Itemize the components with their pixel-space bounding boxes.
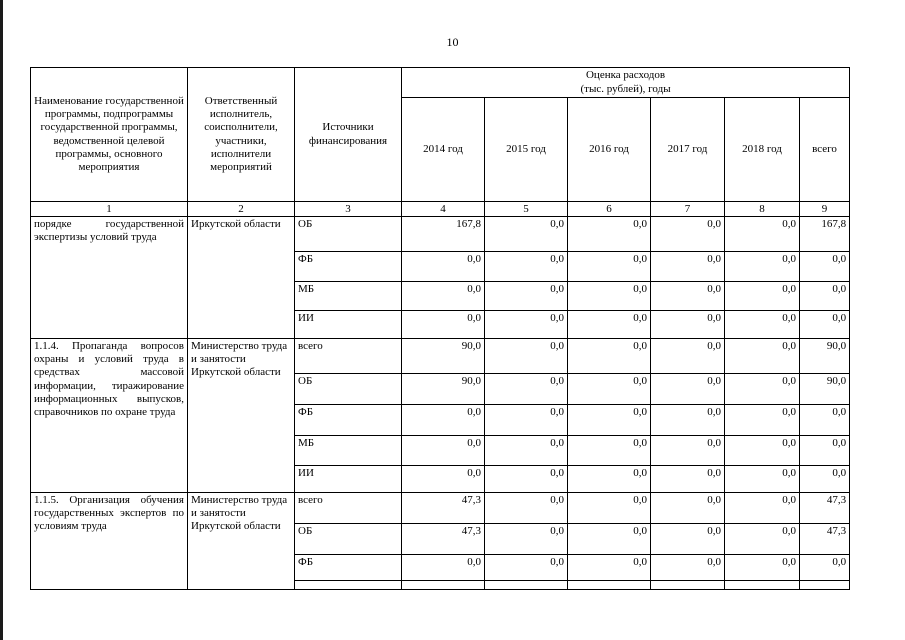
value-cell: 167,8 xyxy=(402,217,485,252)
spacer-cell xyxy=(485,581,568,590)
activity-name: 1.1.4. Пропаганда вопросов охраны и условий труда в средствах массовой информации, тиражирование информационных выпусков, справочников по охране труда xyxy=(31,339,188,493)
value-cell: 0,0 xyxy=(725,524,800,555)
value-cell: 0,0 xyxy=(568,252,651,282)
header-estimate xyxy=(402,68,850,98)
activity-name: 1.1.5. Организация обучения государственных экспертов по условиям труда xyxy=(31,493,188,590)
value-cell: 0,0 xyxy=(651,524,725,555)
column-number-row xyxy=(31,202,850,217)
value-cell: 47,3 xyxy=(800,493,850,524)
column-number: 2 xyxy=(188,202,295,217)
value-cell: 0,0 xyxy=(725,252,800,282)
value-cell: 47,3 xyxy=(800,524,850,555)
value-cell: 0,0 xyxy=(800,311,850,339)
value-cell: 0,0 xyxy=(725,466,800,493)
value-cell: 0,0 xyxy=(568,524,651,555)
spacer-cell xyxy=(800,581,850,590)
value-cell: 0,0 xyxy=(402,282,485,311)
value-cell: 90,0 xyxy=(800,339,850,374)
value-cell: 90,0 xyxy=(402,374,485,405)
value-cell: 0,0 xyxy=(485,436,568,466)
activity-executor: Иркутской области xyxy=(188,217,295,339)
value-cell: 0,0 xyxy=(485,405,568,436)
funding-source: всего xyxy=(295,493,402,524)
value-cell: 47,3 xyxy=(402,524,485,555)
value-cell: 0,0 xyxy=(485,339,568,374)
value-cell: 0,0 xyxy=(725,555,800,581)
column-number: 4 xyxy=(402,202,485,217)
value-cell: 0,0 xyxy=(800,252,850,282)
value-cell: 0,0 xyxy=(485,217,568,252)
value-cell: 0,0 xyxy=(800,405,850,436)
value-cell: 0,0 xyxy=(651,493,725,524)
scan-edge-bar xyxy=(0,0,3,640)
value-cell: 90,0 xyxy=(800,374,850,405)
column-number: 6 xyxy=(568,202,651,217)
value-cell: 0,0 xyxy=(800,555,850,581)
value-cell: 0,0 xyxy=(568,436,651,466)
column-number: 1 xyxy=(31,202,188,217)
value-cell: 0,0 xyxy=(485,374,568,405)
value-cell: 0,0 xyxy=(402,436,485,466)
value-cell: 0,0 xyxy=(402,555,485,581)
column-number: 8 xyxy=(725,202,800,217)
header-total: всего xyxy=(800,98,850,202)
value-cell: 0,0 xyxy=(568,374,651,405)
header-name: Наименование государственной программы, подпрограммы государственной программы, ведомственной целевой программы, основного мероприятия xyxy=(31,68,188,202)
funding-source: ФБ xyxy=(295,252,402,282)
value-cell: 0,0 xyxy=(485,311,568,339)
value-cell: 0,0 xyxy=(568,493,651,524)
header-year: 2018 год xyxy=(725,98,800,202)
header-executor: Ответственный исполнитель, соисполнители, участники, исполнители мероприятий xyxy=(188,68,295,202)
value-cell: 0,0 xyxy=(725,217,800,252)
value-cell: 0,0 xyxy=(800,436,850,466)
value-cell: 0,0 xyxy=(568,217,651,252)
value-cell: 0,0 xyxy=(800,282,850,311)
value-cell: 0,0 xyxy=(651,466,725,493)
spacer-cell xyxy=(725,581,800,590)
funding-source: МБ xyxy=(295,282,402,311)
value-cell: 0,0 xyxy=(568,282,651,311)
funding-source: ОБ xyxy=(295,374,402,405)
activity-executor: Министерство труда и занятости Иркутской области xyxy=(188,339,295,493)
page-number: 10 xyxy=(446,35,459,49)
value-cell: 47,3 xyxy=(402,493,485,524)
spacer-cell xyxy=(402,581,485,590)
funding-source: ФБ xyxy=(295,555,402,581)
value-cell: 0,0 xyxy=(651,282,725,311)
table-row xyxy=(31,217,850,252)
column-number: 9 xyxy=(800,202,850,217)
value-cell: 0,0 xyxy=(568,405,651,436)
funding-source: ИИ xyxy=(295,311,402,339)
funding-source: ОБ xyxy=(295,524,402,555)
value-cell: 0,0 xyxy=(725,436,800,466)
table-row xyxy=(31,339,850,374)
header-year: 2017 год xyxy=(651,98,725,202)
value-cell: 0,0 xyxy=(651,405,725,436)
value-cell: 0,0 xyxy=(800,466,850,493)
table-row xyxy=(31,493,850,524)
value-cell: 0,0 xyxy=(402,311,485,339)
funding-source: всего xyxy=(295,339,402,374)
activity-name: порядке государственной экспертизы условий труда xyxy=(31,217,188,339)
value-cell: 0,0 xyxy=(725,282,800,311)
header-year: 2015 год xyxy=(485,98,568,202)
value-cell: 0,0 xyxy=(725,405,800,436)
value-cell: 0,0 xyxy=(402,405,485,436)
value-cell: 0,0 xyxy=(568,466,651,493)
value-cell: 0,0 xyxy=(651,555,725,581)
header-estimate-line1: Оценка расходов xyxy=(585,69,666,82)
value-cell: 0,0 xyxy=(725,339,800,374)
value-cell: 0,0 xyxy=(725,311,800,339)
value-cell: 0,0 xyxy=(485,282,568,311)
spacer-cell xyxy=(295,581,402,590)
value-cell: 0,0 xyxy=(651,252,725,282)
header-estimate-line2: (тыс. рублей), годы xyxy=(580,82,671,95)
value-cell: 0,0 xyxy=(568,339,651,374)
value-cell: 0,0 xyxy=(651,374,725,405)
column-number: 7 xyxy=(651,202,725,217)
column-number: 3 xyxy=(295,202,402,217)
value-cell: 0,0 xyxy=(485,466,568,493)
value-cell: 0,0 xyxy=(725,493,800,524)
value-cell: 0,0 xyxy=(651,436,725,466)
value-cell: 0,0 xyxy=(651,217,725,252)
value-cell: 0,0 xyxy=(485,555,568,581)
value-cell: 0,0 xyxy=(725,374,800,405)
spacer-cell xyxy=(568,581,651,590)
spacer-cell xyxy=(651,581,725,590)
value-cell: 0,0 xyxy=(651,311,725,339)
funding-source: ИИ xyxy=(295,466,402,493)
budget-table xyxy=(30,67,850,590)
value-cell: 0,0 xyxy=(485,524,568,555)
header-source: Источники финансирования xyxy=(295,68,402,202)
funding-source: МБ xyxy=(295,436,402,466)
header-year: 2016 год xyxy=(568,98,651,202)
value-cell: 0,0 xyxy=(402,466,485,493)
value-cell: 0,0 xyxy=(402,252,485,282)
value-cell: 0,0 xyxy=(568,555,651,581)
activity-executor: Министерство труда и занятости Иркутской области xyxy=(188,493,295,590)
column-number: 5 xyxy=(485,202,568,217)
value-cell: 0,0 xyxy=(485,493,568,524)
funding-source: ОБ xyxy=(295,217,402,252)
value-cell: 0,0 xyxy=(485,252,568,282)
header-year: 2014 год xyxy=(402,98,485,202)
value-cell: 0,0 xyxy=(651,339,725,374)
value-cell: 167,8 xyxy=(800,217,850,252)
funding-source: ФБ xyxy=(295,405,402,436)
value-cell: 0,0 xyxy=(568,311,651,339)
value-cell: 90,0 xyxy=(402,339,485,374)
